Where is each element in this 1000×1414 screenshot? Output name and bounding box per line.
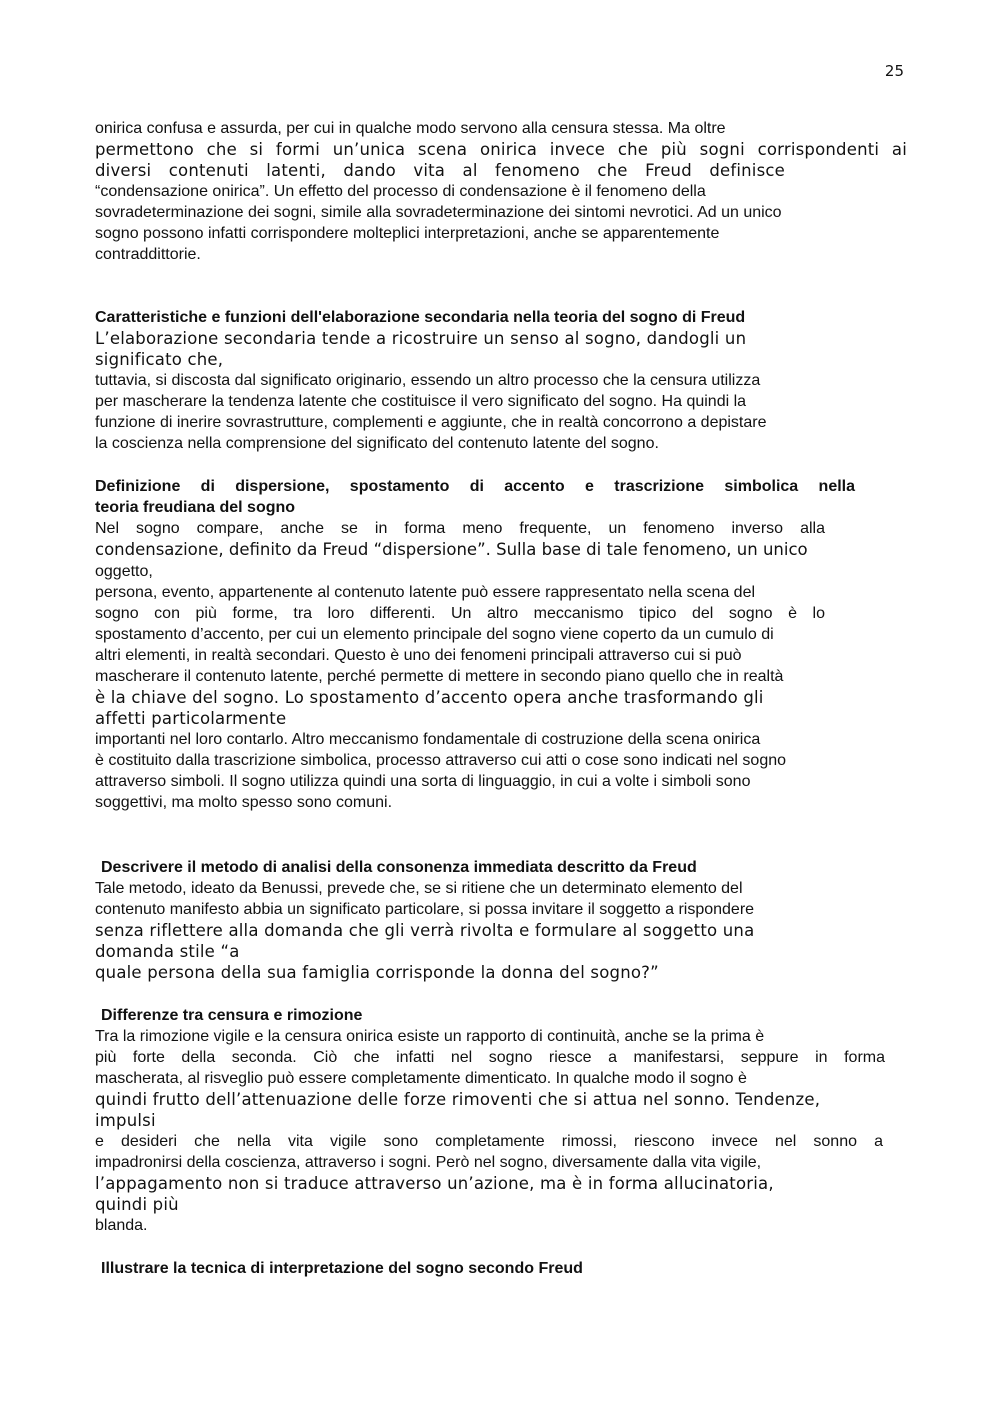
text-line: affetti particolarmente bbox=[95, 709, 287, 728]
page-number: 25 bbox=[884, 62, 904, 80]
section-elaborazione-secondaria bbox=[95, 307, 907, 454]
text-line: è costituito dalla trascrizione simbolica, processo attraverso cui atti o cose sono indicati nel sogno bbox=[95, 752, 787, 769]
text-line: significato che, bbox=[95, 350, 224, 369]
text-line: senza riflettere alla domanda che gli verrà rivolta e formulare al soggetto una bbox=[95, 921, 755, 940]
section-heading: Illustrare la tecnica di interpretazione del sogno secondo Freud bbox=[101, 1260, 583, 1277]
section-heading: teoria freudiana del sogno bbox=[95, 499, 296, 516]
page-content bbox=[95, 118, 907, 1279]
section-heading: Caratteristiche e funzioni dell'elaborazione secondaria nella teoria del sogno di Freud bbox=[95, 309, 746, 326]
section-heading: Descrivere il metodo di analisi della consonenza immediata descritto da Freud bbox=[101, 859, 697, 876]
text-line: per mascherare la tendenza latente che costituisce il vero significato del sogno. Ha quindi la bbox=[95, 393, 747, 410]
text-line: Tra la rimozione vigile e la censura onirica esiste un rapporto di continuità, anche se la prima è bbox=[95, 1028, 765, 1045]
text-line: quale persona della sua famiglia corrisponde la donna del sogno?” bbox=[95, 963, 659, 982]
text-line: onirica confusa e assurda, per cui in qualche modo servono alla censura stessa. Ma oltre bbox=[95, 120, 726, 137]
text-line: importanti nel loro contarlo. Altro meccanismo fondamentale di costruzione della scena onirica bbox=[95, 731, 761, 748]
text-line: attraverso simboli. Il sogno utilizza quindi una sorta di linguaggio, in cui a volte i simboli sono bbox=[95, 773, 751, 790]
section-tecnica-interpretazione bbox=[95, 1258, 907, 1279]
text-line: tuttavia, si discosta dal significato originario, essendo un altro processo che la censura utilizza bbox=[95, 372, 761, 389]
text-line: oggetto, bbox=[95, 563, 153, 580]
text-line: Nel sogno compare, anche se in forma meno frequente, un fenomeno inverso alla bbox=[95, 520, 825, 537]
text-line: blanda. bbox=[95, 1217, 148, 1234]
section-heading: Differenze tra censura e rimozione bbox=[101, 1007, 363, 1024]
intro-paragraph bbox=[95, 118, 907, 265]
text-line: soggettivi, ma molto spesso sono comuni. bbox=[95, 794, 393, 811]
text-line: mascherata, al risveglio può essere completamente dimenticato. In qualche modo il sogno è bbox=[95, 1070, 747, 1087]
text-line bbox=[95, 539, 907, 561]
text-line: quindi frutto dell’attenuazione delle forze rimoventi che si attua nel sonno. Tendenze, bbox=[95, 1090, 821, 1109]
text-line: impulsi bbox=[95, 1111, 156, 1130]
text-line: quindi più bbox=[95, 1195, 179, 1214]
section-heading: Definizione di dispersione, spostamento di accento e trascrizione simbolica nella bbox=[95, 478, 855, 495]
text-line: persona, evento, appartenente al contenuto latente può essere rappresentato nella scena del bbox=[95, 584, 756, 601]
text-line: L’elaborazione secondaria tende a ricostruire un senso al sogno, dandogli un bbox=[95, 329, 747, 348]
text-line: contraddittorie. bbox=[95, 246, 201, 263]
text-line: diversi contenuti latenti, dando vita al fenomeno che Freud definisce bbox=[95, 161, 785, 180]
text-line: sogno possono infatti corrispondere molteplici interpretazioni, anche se apparentemente bbox=[95, 225, 720, 242]
section-dispersione bbox=[95, 476, 907, 813]
text-line: l’appagamento non si traduce attraverso un’azione, ma è in forma allucinatoria, bbox=[95, 1174, 774, 1193]
text-line: è la chiave del sogno. Lo spostamento d’accento opera anche trasformando gli bbox=[95, 688, 764, 707]
text-line: la coscienza nella comprensione del significato del contenuto latente del sogno. bbox=[95, 435, 659, 452]
section-consonenza-immediata bbox=[95, 857, 907, 983]
text-line: domanda stile “a bbox=[95, 942, 240, 961]
text-line: altri elementi, in realtà secondari. Questo è uno dei fenomeni principali attraverso cui si può bbox=[95, 647, 742, 664]
section-censura-rimozione bbox=[95, 1005, 907, 1236]
text-line: più forte della seconda. Ciò che infatti nel sogno riesce a manifestarsi, seppure in forma bbox=[95, 1049, 885, 1066]
text-line: sovradeterminazione dei sogni, simile alla sovradeterminazione dei sintomi nevrotici. Ad un unico bbox=[95, 204, 782, 221]
text-line: permettono che si formi un’unica scena onirica invece che più sogni corrispondenti ai bbox=[95, 140, 907, 159]
text-line: “condensazione onirica”. Un effetto del processo di condensazione è il fenomeno della bbox=[95, 183, 706, 200]
text-line: contenuto manifesto abbia un significato particolare, si possa invitare il soggetto a rispondere bbox=[95, 901, 755, 918]
text-line: Tale metodo, ideato da Benussi, prevede che, se si ritiene che un determinato elemento del bbox=[95, 880, 743, 897]
text-line: impadronirsi della coscienza, attraverso i sogni. Però nel sogno, diversamente dalla vita vigile, bbox=[95, 1154, 762, 1171]
text-line: spostamento d’accento, per cui un elemento principale del sogno viene coperto da un cumulo di bbox=[95, 626, 774, 643]
text-line: sogno con più forme, tra loro differenti. Un altro meccanismo tipico del sogno è lo bbox=[95, 605, 825, 622]
text-line: e desideri che nella vita vigile sono completamente rimossi, riescono invece nel sonno a bbox=[95, 1133, 883, 1150]
text-line: funzione di inerire sovrastrutture, complementi e aggiunte, che in realtà concorrono a depistare bbox=[95, 414, 767, 431]
text-span: condensazione, definito da Freud “dispersione”. Sulla base di tale fenomeno, un unico bbox=[95, 540, 808, 559]
text-line: mascherare il contenuto latente, perché permette di mettere in secondo piano quello che in realtà bbox=[95, 668, 784, 685]
